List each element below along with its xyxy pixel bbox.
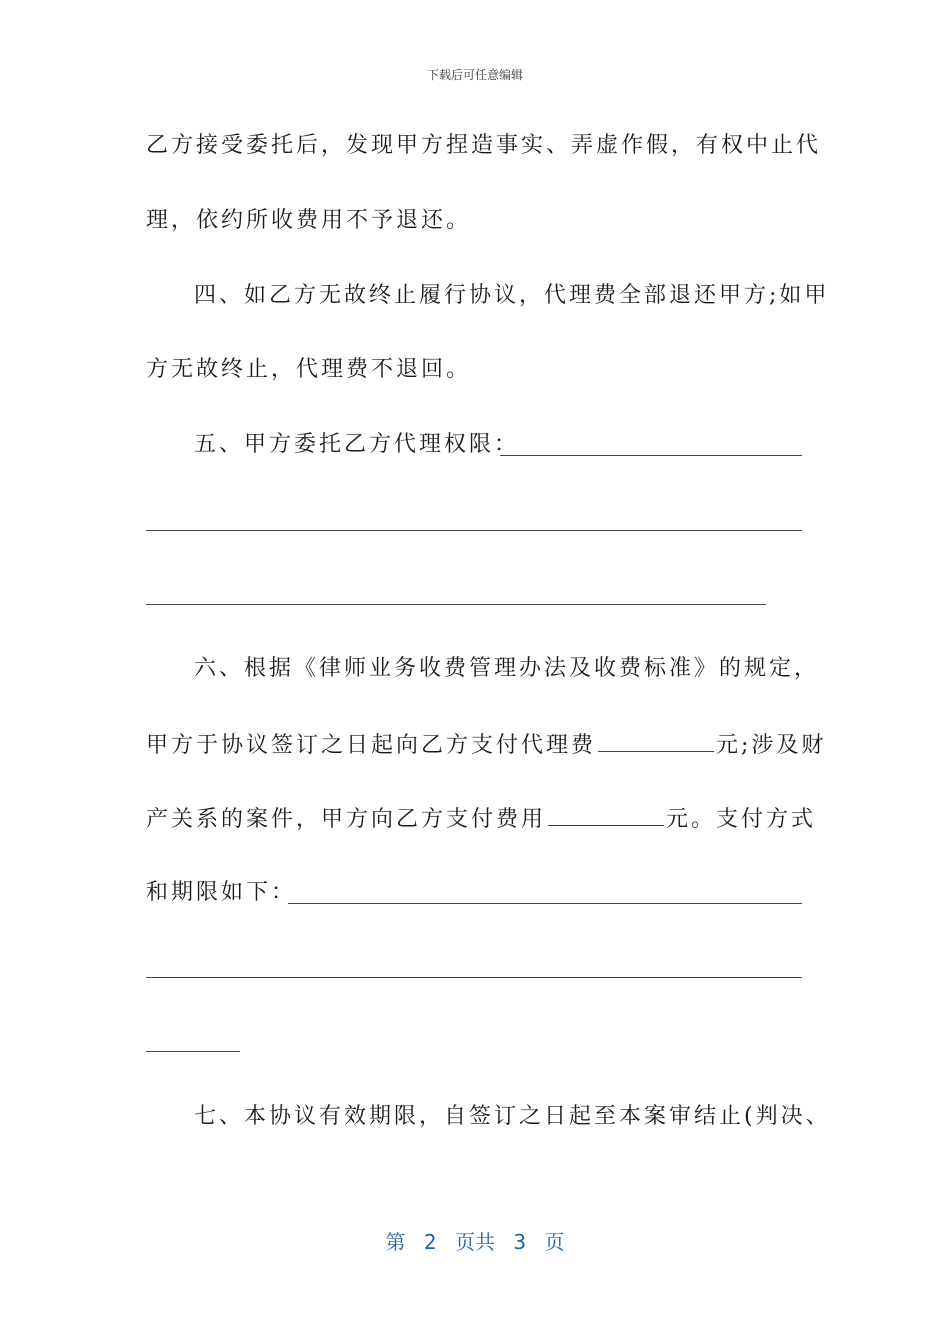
clause-five-label: 五、甲方委托乙方代理权限： <box>194 432 520 457</box>
footer-suffix: 页 <box>544 1230 565 1254</box>
footer-middle: 页共 <box>455 1230 495 1254</box>
property-fee-blank <box>548 803 664 826</box>
payment-fill-line-2 <box>146 977 802 978</box>
payment-fill-line-1 <box>288 903 802 904</box>
page-footer <box>0 1226 950 1255</box>
authority-fill-line-3 <box>146 604 766 605</box>
paragraph-line-2: 理，依约所收费用不予退还。 <box>146 208 472 233</box>
clause-six-line-3-text: 产关系的案件，甲方向乙方支付费用 <box>146 807 547 832</box>
clause-six-line-2 <box>146 729 826 761</box>
agency-fee-blank <box>598 729 714 752</box>
footer-page-number: 2 <box>423 1230 437 1254</box>
authority-fill-line-1 <box>500 455 802 456</box>
payment-terms-label: 和期限如下： <box>146 880 297 905</box>
clause-six-line-2-tail: 元;涉及财 <box>716 733 827 758</box>
clause-six-line-3 <box>146 803 816 835</box>
clause-six-line-1: 六、根据《律师业务收费管理办法及收费标准》的规定， <box>194 656 820 681</box>
clause-six-line-3-tail: 元。支付方式 <box>666 807 817 832</box>
clause-four-line-1: 四、如乙方无故终止履行协议，代理费全部退还甲方;如甲 <box>194 283 830 308</box>
clause-six-line-2-text: 甲方于协议签订之日起向乙方支付代理费 <box>146 733 597 758</box>
paragraph-line-1: 乙方接受委托后，发现甲方捏造事实、弄虚作假，有权中止代 <box>146 133 822 158</box>
payment-fill-line-3 <box>146 1051 240 1052</box>
footer-total-pages: 3 <box>513 1230 527 1254</box>
clause-seven-line-1: 七、本协议有效期限，自签订之日起至本案审结止(判决、 <box>194 1104 831 1129</box>
clause-four-line-2: 方无故终止，代理费不退回。 <box>146 357 472 382</box>
authority-fill-line-2 <box>146 530 802 531</box>
page-header-note: 下载后可任意编辑 <box>426 68 523 82</box>
footer-prefix: 第 <box>385 1230 406 1254</box>
